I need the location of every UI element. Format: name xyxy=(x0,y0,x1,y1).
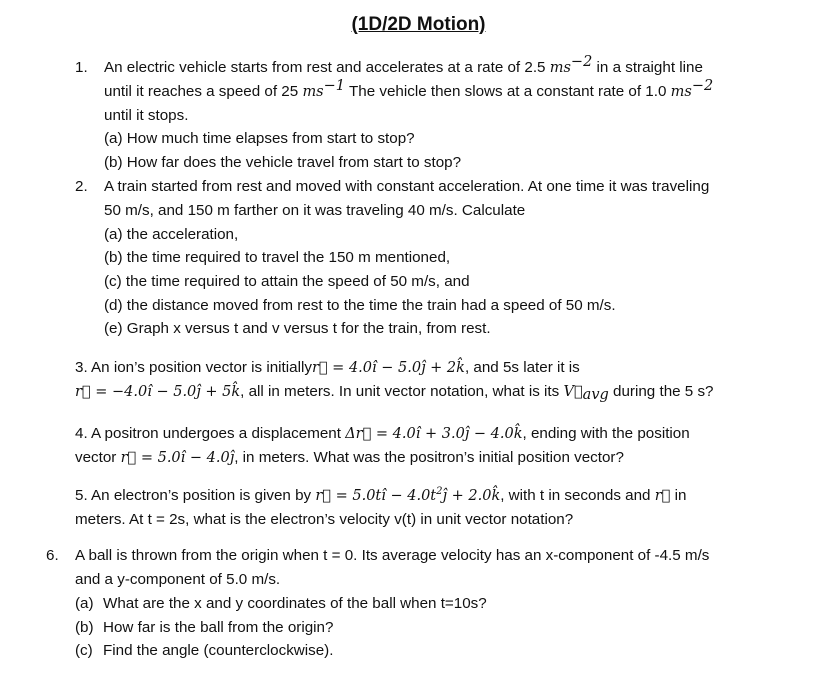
q2-part-b: (b) the time required to travel the 150 m mentioned, xyxy=(104,249,451,266)
q3-equation-2: r⃗ = −4.0î − 5.0ĵ + 5k̂ xyxy=(75,384,241,400)
q6-line-1: A ball is thrown from the origin when t = 0. Its average velocity has an x-component of -4.5 m/s xyxy=(75,547,710,564)
q1-part-a: (a) How much time elapses from start to stop? xyxy=(104,130,415,147)
q2-part-a: (a) the acceleration, xyxy=(104,226,239,243)
q2-part-c: (c) the time required to attain the speed of 50 m/s, and xyxy=(104,273,470,290)
q2-part-d: (d) the distance moved from rest to the time the train had a speed of 50 m/s. xyxy=(104,297,616,314)
page-title: (1D/2D Motion) xyxy=(351,14,486,35)
q4-equation-2: r⃗ = 5.0î − 4.0ĵ xyxy=(120,450,235,466)
q1-line-3: until it stops. xyxy=(104,107,189,124)
q3-equation-1: r⃗ = 4.0î − 5.0ĵ + 2k̂ xyxy=(311,360,465,376)
q2-line-1: A train started from rest and moved with constant acceleration. At one time it was traveling xyxy=(104,178,710,195)
q6-part-c-label: (c) xyxy=(75,642,93,659)
q3-line-1: 3. An ion’s position vector is initiallyr⃗ = 4.0î − 5.0ĵ + 2k̂, and 5s later it is xyxy=(75,359,580,376)
q6-part-b-label: (b) xyxy=(75,619,94,636)
q6-part-b: How far is the ball from the origin? xyxy=(103,619,334,636)
q3-line-2: r⃗ = −4.0î − 5.0ĵ + 5k̂, all in meters. In unit vector notation, what is its $V⃗_{avg}$ during the 5 s? xyxy=(75,383,714,403)
question-number: 1. xyxy=(75,59,88,76)
q5-line-2: meters. At t = 2s, what is the electron’s velocity v(t) in unit vector notation? xyxy=(75,511,574,528)
v-avg-symbol: V⃗ xyxy=(563,384,583,400)
q6-part-a: What are the x and y coordinates of the ball when t=10s? xyxy=(103,595,487,612)
question-number: 6. xyxy=(46,547,59,564)
q4-line-1: 4. A positron undergoes a displacement Δr⃗ = 4.0î + 3.0ĵ − 4.0k̂, ending with the position xyxy=(75,425,690,442)
q6-part-a-label: (a) xyxy=(75,595,94,612)
q2-line-2: 50 m/s, and 150 m farther on it was traveling 40 m/s. Calculate xyxy=(104,202,526,219)
question-number: 2. xyxy=(75,178,88,195)
q1-line-2: until it reaches a speed of 25 $ms^{-1}$ The vehicle then slows at a constant rate of 1.0 $ms^{-2}$ xyxy=(104,78,714,100)
q4-line-2: vector r⃗ = 5.0î − 4.0ĵ, in meters. What was the positron’s initial position vector? xyxy=(75,449,624,466)
q5-line-1: 5. An electron’s position is given by r⃗ = 5.0tî − $4.0t^2ĵ$ + 2.0k̂, with t in seconds and r⃗ in xyxy=(75,486,687,504)
q6-part-c: Find the angle (counterclockwise). xyxy=(103,642,334,659)
q5-equation-1: r⃗ = 5.0tî − $4.0t^2ĵ$ + 2.0k̂ xyxy=(315,486,501,504)
q1-part-b: (b) How far does the vehicle travel from start to stop? xyxy=(104,154,462,171)
q4-equation-1: Δr⃗ = 4.0î + 3.0ĵ − 4.0k̂ xyxy=(345,426,523,442)
q1-line-1: An electric vehicle starts from rest and accelerates at a rate of 2.5 $ms^{-2}$ in a straight line xyxy=(104,54,703,76)
q6-line-2: and a y-component of 5.0 m/s. xyxy=(75,571,281,588)
q2-part-e: (e) Graph x versus t and v versus t for the train, from rest. xyxy=(104,320,491,337)
